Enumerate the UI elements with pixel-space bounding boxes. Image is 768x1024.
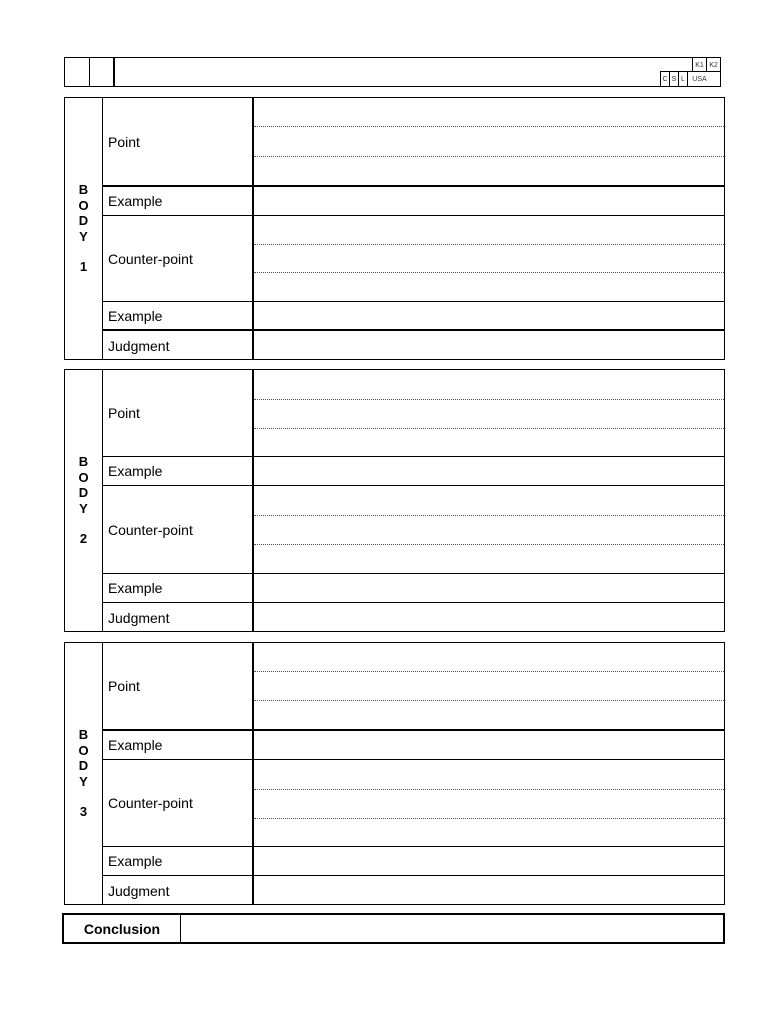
row-point	[102, 370, 724, 457]
example-label: Example	[102, 302, 254, 329]
code-l[interactable]: L	[678, 72, 687, 86]
side-letter: Y	[79, 500, 88, 516]
conclusion-label: Conclusion	[64, 915, 181, 942]
counter-point-label: Counter-point	[102, 216, 254, 301]
example-answer-field[interactable]	[254, 574, 724, 602]
side-letter: B	[78, 727, 89, 743]
row-example	[102, 574, 724, 603]
row-point	[102, 98, 724, 187]
side-letter: D	[78, 758, 89, 774]
row-example	[102, 302, 724, 331]
side-letter: Y	[79, 773, 88, 789]
codes-row-top	[692, 58, 720, 72]
counter-point-label: Counter-point	[102, 760, 254, 846]
body-block-3	[64, 642, 725, 905]
codes-row-bottom	[660, 71, 720, 86]
point-label: Point	[102, 98, 254, 185]
body-block-2	[64, 369, 725, 632]
row-example	[102, 187, 724, 216]
side-letter: Y	[79, 228, 88, 244]
side-number: 3	[79, 804, 88, 820]
code-c[interactable]: C	[660, 72, 669, 86]
conclusion-row	[62, 913, 725, 944]
side-letter: D	[78, 485, 89, 501]
point-label: Point	[102, 370, 254, 456]
conclusion-answer-field[interactable]	[181, 915, 723, 942]
code-s[interactable]: S	[669, 72, 678, 86]
judgment-answer-field[interactable]	[254, 331, 724, 360]
point-label: Point	[102, 643, 254, 729]
counter-point-answer-field[interactable]	[254, 216, 724, 301]
side-letter: B	[78, 454, 89, 470]
judgment-label: Judgment	[102, 603, 254, 632]
counter-point-answer-field[interactable]	[254, 760, 724, 846]
criteria-codes	[660, 58, 720, 86]
counter-point-answer-field[interactable]	[254, 486, 724, 573]
body-side-label	[65, 98, 103, 359]
example-answer-field[interactable]	[254, 457, 724, 485]
header-box-2[interactable]	[90, 58, 115, 86]
point-answer-field[interactable]	[254, 370, 724, 456]
judgment-label: Judgment	[102, 876, 254, 905]
example-label: Example	[102, 187, 254, 215]
row-counter-point	[102, 216, 724, 302]
row-counter-point	[102, 760, 724, 847]
row-example	[102, 457, 724, 486]
judgment-answer-field[interactable]	[254, 876, 724, 905]
example-answer-field[interactable]	[254, 187, 724, 215]
side-letter: O	[78, 469, 89, 485]
side-letter: D	[78, 213, 89, 229]
header-title-field[interactable]	[115, 58, 720, 86]
body-side-label	[65, 643, 103, 904]
row-example	[102, 731, 724, 760]
counter-point-label: Counter-point	[102, 486, 254, 573]
side-number: 1	[79, 259, 88, 275]
judgment-label: Judgment	[102, 331, 254, 360]
row-point	[102, 643, 724, 731]
example-label: Example	[102, 731, 254, 759]
row-judgment	[102, 331, 724, 360]
row-counter-point	[102, 486, 724, 574]
point-answer-field[interactable]	[254, 643, 724, 729]
example-answer-field[interactable]	[254, 847, 724, 875]
body-side-label	[65, 370, 103, 631]
example-label: Example	[102, 457, 254, 485]
row-example	[102, 847, 724, 876]
example-label: Example	[102, 574, 254, 602]
point-answer-field[interactable]	[254, 98, 724, 185]
side-letter: O	[78, 197, 89, 213]
row-judgment	[102, 876, 724, 905]
example-answer-field[interactable]	[254, 302, 724, 329]
row-judgment	[102, 603, 724, 632]
example-answer-field[interactable]	[254, 731, 724, 759]
code-k1[interactable]: K1	[692, 58, 706, 72]
side-letter: O	[78, 742, 89, 758]
example-label: Example	[102, 847, 254, 875]
header-box-1[interactable]	[65, 58, 90, 86]
header-strip	[64, 57, 721, 87]
code-k2[interactable]: K2	[706, 58, 720, 72]
judgment-answer-field[interactable]	[254, 603, 724, 632]
body-block-1	[64, 97, 725, 360]
side-letter: B	[78, 182, 89, 198]
code-usa[interactable]: USA	[687, 72, 711, 86]
side-number: 2	[79, 531, 88, 547]
